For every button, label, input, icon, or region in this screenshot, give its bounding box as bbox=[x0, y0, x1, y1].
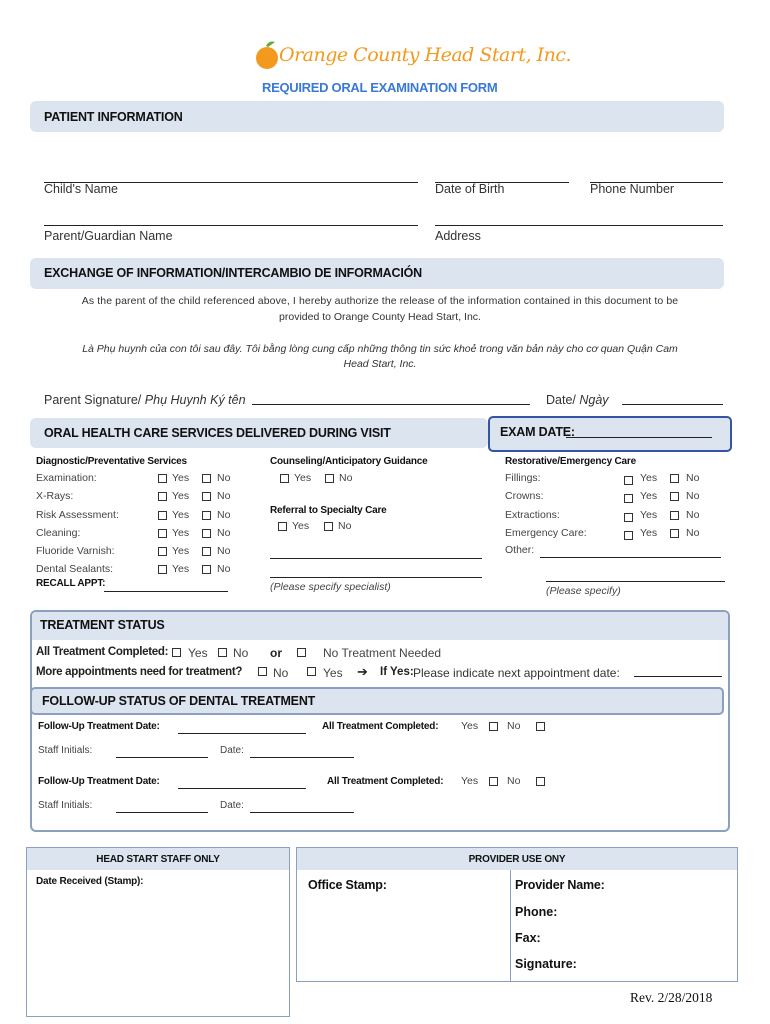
followup-completed-label: All Treatment Completed: bbox=[322, 721, 439, 732]
followup-completed-label: All Treatment Completed: bbox=[327, 776, 444, 787]
restor-heading: Restorative/Emergency Care bbox=[505, 456, 636, 467]
followup-staff-date-line[interactable] bbox=[250, 812, 354, 813]
consent-date-label: Date/ Ngày bbox=[546, 393, 609, 407]
followup-date-label: Follow-Up Treatment Date: bbox=[38, 721, 160, 732]
recall-label: RECALL APPT: bbox=[36, 578, 106, 589]
restor-item-label: Emergency Care: bbox=[505, 527, 587, 539]
restor-no-checkbox[interactable] bbox=[670, 492, 679, 501]
next-appt-line[interactable] bbox=[634, 676, 722, 677]
more-yes-checkbox[interactable] bbox=[307, 667, 316, 676]
services-title: ORAL HEALTH CARE SERVICES DELIVERED DURING VISIT bbox=[44, 426, 391, 440]
completed-yes-checkbox[interactable] bbox=[172, 648, 181, 657]
referral-yes-label: Yes bbox=[292, 520, 310, 532]
restor-yes-label: Yes bbox=[640, 509, 658, 521]
treatment-title: TREATMENT STATUS bbox=[40, 618, 165, 632]
parent-name-label: Parent/Guardian Name bbox=[44, 229, 173, 243]
referral-no-label: No bbox=[338, 520, 352, 532]
diag-no-checkbox[interactable] bbox=[202, 511, 211, 520]
diag-yes-checkbox[interactable] bbox=[158, 511, 167, 520]
restor-yes-label: Yes bbox=[640, 472, 658, 484]
restor-no-label: No bbox=[686, 509, 700, 521]
restor-item-label: Crowns: bbox=[505, 490, 544, 502]
diag-yes-label: Yes bbox=[172, 472, 190, 484]
completed-yes-label: Yes bbox=[188, 646, 208, 660]
diag-no-label: No bbox=[217, 527, 231, 539]
diag-item-label: Dental Sealants: bbox=[36, 563, 114, 575]
followup-date-line[interactable] bbox=[178, 733, 306, 734]
arrow-icon: ➔ bbox=[357, 664, 368, 679]
orange-logo-icon bbox=[255, 40, 281, 70]
other-line-2[interactable] bbox=[546, 581, 725, 582]
diag-yes-checkbox[interactable] bbox=[158, 492, 167, 501]
counsel-no-label: No bbox=[339, 472, 353, 484]
if-yes-label: If Yes: bbox=[380, 666, 414, 678]
parent-signature-label: Parent Signature/ Phụ Huynh Ký tên bbox=[44, 393, 246, 407]
more-no-label: No bbox=[273, 666, 289, 680]
more-yes-label: Yes bbox=[323, 666, 343, 680]
address-line[interactable] bbox=[435, 225, 723, 226]
diag-item-label: Risk Assessment: bbox=[36, 509, 119, 521]
restor-item-label: Fillings: bbox=[505, 472, 541, 484]
staff-only-title: HEAD START STAFF ONLY bbox=[96, 854, 220, 865]
diag-no-checkbox[interactable] bbox=[202, 565, 211, 574]
office-stamp-label: Office Stamp: bbox=[308, 878, 387, 892]
followup-yes-label: Yes bbox=[461, 775, 479, 787]
restor-no-label: No bbox=[686, 490, 700, 502]
diag-yes-label: Yes bbox=[172, 527, 190, 539]
diag-no-checkbox[interactable] bbox=[202, 529, 211, 538]
diag-no-checkbox[interactable] bbox=[202, 492, 211, 501]
staff-only-box bbox=[26, 847, 290, 1017]
provider-signature-label: Signature: bbox=[515, 957, 577, 971]
diag-yes-label: Yes bbox=[172, 490, 190, 502]
consent-vietnamese-1: Là Phụ huynh của con tôi sau đây. Tôi bằng lòng cung cấp những thông tin sức khoẻ trong văn bản này cho cơ quan Quận Cam bbox=[82, 343, 678, 355]
org-name: Orange County Head Start, Inc. bbox=[279, 44, 572, 66]
followup-title: FOLLOW-UP STATUS OF DENTAL TREATMENT bbox=[42, 694, 316, 708]
restor-yes-label: Yes bbox=[640, 527, 658, 539]
diag-no-checkbox[interactable] bbox=[202, 474, 211, 483]
restor-no-checkbox[interactable] bbox=[670, 511, 679, 520]
no-needed-label: No Treatment Needed bbox=[323, 646, 442, 660]
other-line[interactable] bbox=[540, 557, 721, 558]
restor-yes-checkbox[interactable] bbox=[624, 476, 633, 485]
diag-yes-checkbox[interactable] bbox=[158, 529, 167, 538]
diag-heading: Diagnostic/Preventative Services bbox=[36, 456, 187, 467]
consent-english-1: As the parent of the child referenced above, I hereby authorize the release of the information contained in this document to be bbox=[81, 295, 679, 307]
completed-no-checkbox[interactable] bbox=[218, 648, 227, 657]
consent-english-2: provided to Orange County Head Start, Inc. bbox=[279, 311, 481, 323]
followup-no-label: No bbox=[507, 720, 521, 732]
more-appts-label: More appointments need for treatment? bbox=[36, 666, 243, 678]
restor-no-checkbox[interactable] bbox=[670, 529, 679, 538]
diag-yes-checkbox[interactable] bbox=[158, 474, 167, 483]
specify-specialist-label: (Please specify specialist) bbox=[270, 581, 391, 593]
followup-staff-date-label: Date: bbox=[220, 745, 244, 756]
diag-item-label: Examination: bbox=[36, 472, 97, 484]
followup-staff-date-line[interactable] bbox=[250, 757, 354, 758]
specialist-line-1[interactable] bbox=[270, 558, 482, 559]
restor-yes-label: Yes bbox=[640, 490, 658, 502]
dob-label: Date of Birth bbox=[435, 182, 505, 196]
diag-item-label: Fluoride Varnish: bbox=[36, 545, 115, 557]
no-needed-checkbox[interactable] bbox=[297, 648, 306, 657]
other-label: Other: bbox=[505, 544, 535, 556]
all-completed-label: All Treatment Completed: bbox=[36, 646, 169, 658]
parent-name-line[interactable] bbox=[44, 225, 418, 226]
followup-no-label: No bbox=[507, 775, 521, 787]
patient-info-title: PATIENT INFORMATION bbox=[44, 110, 183, 124]
staff-initials-label: Staff Initials: bbox=[38, 800, 93, 811]
restor-no-checkbox[interactable] bbox=[670, 474, 679, 483]
referral-yes-checkbox[interactable] bbox=[278, 522, 287, 531]
followup-yes-checkbox[interactable] bbox=[489, 722, 498, 731]
provider-title: PROVIDER USE ONY bbox=[468, 854, 566, 865]
recall-line[interactable] bbox=[104, 591, 228, 592]
childs-name-label: Child's Name bbox=[44, 182, 118, 196]
counsel-heading: Counseling/Anticipatory Guidance bbox=[270, 456, 428, 467]
diag-yes-checkbox[interactable] bbox=[158, 547, 167, 556]
diag-item-label: X-Rays: bbox=[36, 490, 74, 502]
followup-no-checkbox[interactable] bbox=[536, 777, 545, 786]
provider-fax-label: Fax: bbox=[515, 931, 541, 945]
provider-phone-label: Phone: bbox=[515, 905, 558, 919]
followup-staff-date-label: Date: bbox=[220, 800, 244, 811]
followup-yes-label: Yes bbox=[461, 720, 479, 732]
revision-label: Rev. 2/28/2018 bbox=[630, 990, 713, 1005]
form-title: REQUIRED ORAL EXAMINATION FORM bbox=[262, 80, 498, 95]
exam-date-line[interactable] bbox=[566, 437, 712, 438]
staff-initials-label: Staff Initials: bbox=[38, 745, 93, 756]
referral-heading: Referral to Specialty Care bbox=[270, 505, 387, 516]
diag-yes-label: Yes bbox=[172, 563, 190, 575]
phone-label: Phone Number bbox=[590, 182, 675, 196]
followup-date-label: Follow-Up Treatment Date: bbox=[38, 776, 160, 787]
provider-name-label: Provider Name: bbox=[515, 878, 605, 892]
diag-item-label: Cleaning: bbox=[36, 527, 81, 539]
specify-label: (Please specify) bbox=[546, 585, 621, 597]
restor-yes-checkbox[interactable] bbox=[624, 513, 633, 522]
diag-yes-label: Yes bbox=[172, 509, 190, 521]
diag-no-label: No bbox=[217, 509, 231, 521]
diag-no-checkbox[interactable] bbox=[202, 547, 211, 556]
followup-no-checkbox[interactable] bbox=[536, 722, 545, 731]
org-logo bbox=[255, 38, 572, 80]
exchange-title: EXCHANGE OF INFORMATION/INTERCAMBIO DE INFORMACIÓN bbox=[44, 266, 422, 280]
referral-no-checkbox[interactable] bbox=[324, 522, 333, 531]
restor-item-label: Extractions: bbox=[505, 509, 560, 521]
exam-date-label: EXAM DATE: bbox=[500, 425, 575, 439]
diag-no-label: No bbox=[217, 563, 231, 575]
date-received-label: Date Received (Stamp): bbox=[36, 876, 144, 887]
provider-divider bbox=[510, 870, 511, 982]
or-label: or bbox=[270, 646, 282, 660]
consent-vietnamese-2: Head Start, Inc. bbox=[343, 358, 417, 370]
diag-yes-checkbox[interactable] bbox=[158, 565, 167, 574]
staff-initials-line[interactable] bbox=[116, 757, 208, 758]
diag-yes-label: Yes bbox=[172, 545, 190, 557]
consent-date-line[interactable] bbox=[622, 404, 723, 405]
staff-initials-line[interactable] bbox=[116, 812, 208, 813]
restor-yes-checkbox[interactable] bbox=[624, 531, 633, 540]
restor-no-label: No bbox=[686, 472, 700, 484]
counsel-no-checkbox[interactable] bbox=[325, 474, 334, 483]
diag-no-label: No bbox=[217, 545, 231, 557]
completed-no-label: No bbox=[233, 646, 249, 660]
followup-date-line[interactable] bbox=[178, 788, 306, 789]
counsel-yes-checkbox[interactable] bbox=[280, 474, 289, 483]
counsel-yes-label: Yes bbox=[294, 472, 312, 484]
parent-signature-line[interactable] bbox=[252, 404, 530, 405]
restor-no-label: No bbox=[686, 527, 700, 539]
diag-no-label: No bbox=[217, 490, 231, 502]
followup-yes-checkbox[interactable] bbox=[489, 777, 498, 786]
restor-yes-checkbox[interactable] bbox=[624, 494, 633, 503]
next-appt-label: Please indicate next appointment date: bbox=[413, 666, 620, 680]
address-label: Address bbox=[435, 229, 481, 243]
diag-no-label: No bbox=[217, 472, 231, 484]
more-no-checkbox[interactable] bbox=[258, 667, 267, 676]
specialist-line-2[interactable] bbox=[270, 577, 482, 578]
